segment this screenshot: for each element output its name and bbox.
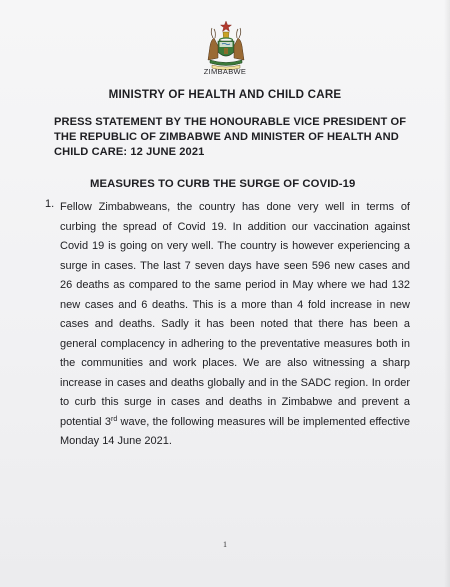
- ordinal-superscript: rd: [111, 415, 118, 423]
- paragraph-text-part-1: Fellow Zimbabweans, the country has done very well in terms of curbing the spread of Covid 19. In addition our vaccination against Covid 19 is going on very well. The country is however experiencing a surge in cases. The last 7 seven days have seen 596 new cases and 26 deaths as compared to the same period in May where we had 132 new cases and 6 deaths. This is a more than 4 fold increase in new cases and deaths. Sadly it has been noted that there has been a general complacency in adhering to the preventative measures both in the communities and work places. We are also witnessing a sharp increase in cases and deaths globally and in the SADC region. In order to curb this surge in cases and deaths in Zimbabwe and prevent a potential 3: [60, 201, 410, 428]
- paragraph-text-part-2: wave, the following measures will be implemented effective Monday 14 June 2021.: [60, 415, 410, 447]
- page-edge-shadow: [444, 0, 450, 587]
- ministry-title: MINISTRY OF HEALTH AND CHILD CARE: [108, 88, 342, 101]
- press-statement-title: PRESS STATEMENT BY THE HONOURABLE VICE PRESIDENT OF THE REPUBLIC OF ZIMBABWE AND MINISTER OF HEALTH AND CHILD CARE: 12 JUNE 2021: [54, 116, 407, 158]
- zimbabwe-coat-of-arms-icon: [196, 20, 256, 70]
- crest-caption: ZIMBABWE: [203, 67, 247, 76]
- section-heading: MEASURES TO CURB THE SURGE OF COVID-19: [90, 178, 356, 190]
- page-number: 1: [223, 540, 227, 549]
- body-paragraph: [60, 198, 410, 452]
- paragraph-number: 1.: [45, 198, 55, 210]
